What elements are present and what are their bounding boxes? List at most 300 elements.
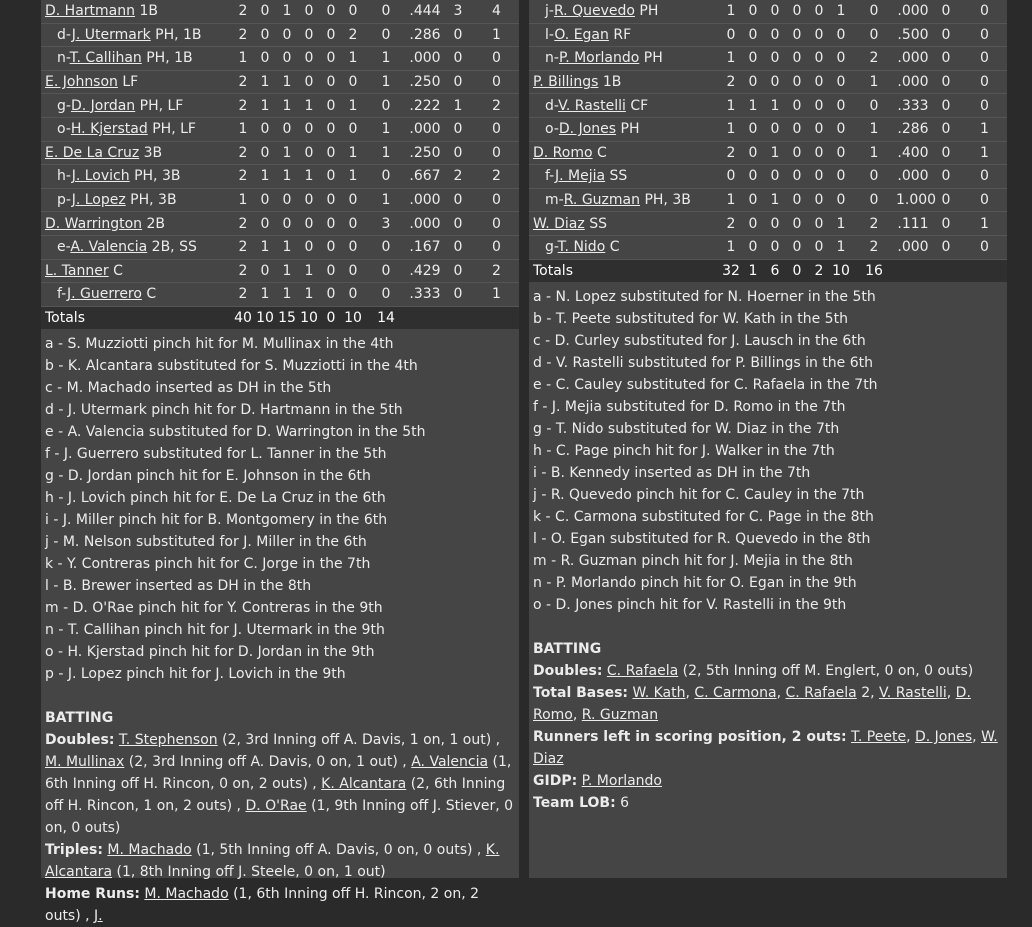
stat-cell-h: 0	[770, 50, 780, 67]
player-name-wrap	[45, 216, 165, 232]
stat-cell-bb: 0	[814, 50, 824, 67]
stat-cell-lob: 0	[869, 3, 879, 20]
stat-cell-hr: 0	[453, 215, 463, 232]
substitution-note: o - D. Jones pinch hit for V. Rastelli in the 9th	[533, 597, 847, 614]
stat-cell-h: 1	[282, 286, 292, 303]
stat-detail: (2, 6th Inning off H. Rincon, 1 on, 2 outs) ,	[45, 776, 506, 815]
stat-cell-lob: 1	[381, 121, 391, 138]
stat-cell-rbi: 0	[304, 121, 314, 138]
stat-cell-avg: .167	[409, 239, 441, 256]
stat-cell-rbi: 0	[980, 168, 989, 185]
player-row	[529, 165, 1007, 189]
stat-cell-avg: .000	[897, 239, 929, 256]
stat-cell-avg: .667	[409, 168, 441, 185]
stat-cell-ab: 1	[238, 50, 248, 67]
player-link[interactable]: W. Diaz	[533, 729, 998, 768]
player-position: 1B	[602, 74, 622, 91]
stat-cell-r: 0	[260, 26, 270, 43]
home-runs-label: Home Runs:	[45, 886, 140, 903]
stat-cell-hr: 0	[453, 286, 463, 303]
stat-cell-rbi: 1	[980, 215, 989, 232]
stat-cell-so: 0	[348, 74, 358, 91]
stat-cell-h: 0	[770, 26, 780, 43]
substitution-note: a - S. Muzziotti pinch hit for M. Mullinax in the 4th	[45, 336, 394, 353]
stat-cell-so: 0	[836, 168, 846, 185]
stat-cell-avg: .286	[409, 26, 441, 43]
stat-cell-hr: 0	[453, 50, 463, 67]
stat-cell-bb: 0	[814, 192, 824, 209]
away-batting-section	[41, 707, 519, 927]
player-link[interactable]: M. Machado	[107, 842, 192, 859]
stat-cell-h: 1	[770, 144, 780, 161]
stat-cell-ab: 2	[238, 74, 248, 91]
substitution-note: f - J. Guerrero substituted for L. Tanner in the 5th	[45, 446, 387, 463]
spacer-cell	[696, 165, 720, 189]
stat-cell-so: 1	[348, 50, 358, 67]
sub-prefix: l-	[545, 26, 555, 43]
stat-cell-ab: 2	[238, 3, 248, 20]
stat-cell-h: 1	[282, 144, 292, 161]
player-position: SS	[589, 215, 607, 232]
player-row	[41, 47, 519, 71]
totals-cell-bb: 2	[814, 262, 824, 279]
substitution-note: a - N. Lopez substituted for N. Hoerner in the 5th	[533, 289, 876, 306]
away-substitution-notes	[41, 329, 519, 685]
player-link[interactable]: D. O'Rae	[245, 798, 307, 815]
player-link[interactable]: D. Jones	[558, 121, 617, 138]
totals-cell-ab: 40	[234, 310, 252, 327]
player-cell	[529, 70, 696, 94]
stat-cell-ab: 1	[726, 192, 736, 209]
home-box-score-panel	[529, 0, 1007, 878]
player-link[interactable]: D. Romo	[533, 144, 593, 161]
total-bases-line	[533, 682, 1003, 726]
player-link[interactable]: E. Johnson	[45, 74, 118, 91]
stat-cell-so: 0	[348, 3, 358, 20]
substitution-note: k - Y. Contreras pinch hit for C. Jorge in the 7th	[45, 556, 371, 573]
stat-cell-r: 1	[260, 239, 270, 256]
doubles-label: Doubles:	[533, 663, 603, 680]
sub-prefix: f-	[57, 286, 67, 303]
player-link[interactable]: D. Warrington	[45, 215, 143, 232]
stat-cell-rbi: 0	[492, 192, 501, 209]
stat-detail: (2, 3rd Inning off A. Davis, 0 on, 1 out) ,	[124, 754, 412, 771]
substitution-note: e - C. Cauley substituted for C. Rafaela in the 7th	[533, 377, 878, 394]
player-row	[529, 212, 1007, 236]
stat-cell-bb: 0	[326, 50, 336, 67]
player-cell	[529, 94, 696, 118]
substitution-note: c - M. Machado inserted as DH in the 5th	[45, 380, 332, 397]
stat-cell-lob: 1	[381, 144, 391, 161]
stat-cell-bb: 0	[326, 26, 336, 43]
stat-cell-avg: .333	[409, 286, 441, 303]
stat-detail: ,	[776, 685, 786, 702]
stat-cell-ab: 2	[238, 286, 248, 303]
stat-cell-lob: 0	[381, 26, 391, 43]
substitution-note: m - D. O'Rae pinch hit for Y. Contreras in the 9th	[45, 600, 383, 617]
stat-cell-so: 1	[836, 3, 846, 20]
stat-cell-r: 0	[748, 74, 758, 91]
stat-cell-rbi: 0	[980, 192, 989, 209]
player-link[interactable]: J. Mejia	[555, 168, 606, 185]
stat-cell-so: 1	[348, 168, 358, 185]
player-link[interactable]: V. Rastelli	[558, 97, 626, 114]
player-link[interactable]: D. Romo	[533, 685, 971, 724]
stat-cell-avg: .250	[409, 144, 441, 161]
spacer-cell	[696, 117, 720, 141]
player-link[interactable]: D. Jordan	[70, 97, 136, 114]
stat-cell-rbi: 1	[980, 121, 989, 138]
player-link[interactable]: E. De La Cruz	[45, 144, 140, 161]
away-batting-table	[41, 0, 519, 329]
stat-cell-so: 1	[836, 239, 846, 256]
stat-detail: ,	[906, 729, 915, 746]
spacer-cell	[208, 165, 232, 189]
totals-cell-so: 10	[832, 262, 850, 279]
player-name-wrap	[45, 263, 123, 279]
stat-cell-hr: 0	[941, 215, 951, 232]
stat-cell-so: 1	[348, 144, 358, 161]
player-link[interactable]: T. Callihan	[69, 50, 142, 67]
player-link[interactable]: P. Morlando	[581, 773, 662, 790]
stat-cell-lob: 0	[869, 192, 879, 209]
stat-cell-r: 1	[260, 97, 270, 114]
team-lob-line	[533, 792, 1003, 814]
player-name-wrap	[45, 95, 183, 117]
substitution-note: b - K. Alcantara substituted for S. Muzziotti in the 4th	[45, 358, 418, 375]
player-position: C	[597, 144, 607, 161]
player-name-wrap	[533, 165, 627, 187]
player-cell	[41, 165, 208, 189]
stat-cell-ab: 1	[726, 97, 736, 114]
substitution-note: m - R. Guzman pinch hit for J. Mejia in the 8th	[533, 553, 853, 570]
totals-cell-rbi	[474, 306, 519, 329]
spacer-cell	[208, 0, 232, 23]
spacer-cell	[696, 235, 720, 259]
substitution-note: g - T. Nido substituted for W. Diaz in the 7th	[533, 421, 840, 438]
stat-detail: (1, 8th Inning off J. Steele, 0 on, 1 out)	[112, 864, 386, 881]
player-name-wrap	[533, 236, 620, 258]
stat-cell-avg: .429	[409, 262, 441, 279]
stat-detail: (1, 6th Inning off H. Rincon, 2 on, 2 outs) ,	[45, 886, 480, 925]
stat-cell-h: 0	[770, 121, 780, 138]
totals-cell-rbi	[962, 259, 1007, 282]
player-row	[41, 212, 519, 236]
totals-cell-hr	[930, 259, 962, 282]
stat-cell-rbi: 2	[492, 262, 501, 279]
stat-cell-rbi: 0	[304, 144, 314, 161]
player-link[interactable]: T. Peete	[851, 729, 907, 746]
doubles-line	[45, 729, 515, 839]
stat-cell-bb: 0	[326, 262, 336, 279]
substitution-note: n - P. Morlando pinch hit for O. Egan in the 9th	[533, 575, 857, 592]
stat-cell-avg: .000	[409, 50, 441, 67]
spacer-cell	[208, 259, 232, 283]
spacer-cell	[696, 259, 720, 282]
stat-cell-rbi: 0	[792, 144, 802, 161]
player-link[interactable]: A. Valencia	[70, 239, 148, 256]
stat-cell-lob: 2	[869, 215, 879, 232]
player-cell	[41, 141, 208, 165]
stat-cell-lob: 1	[381, 192, 391, 209]
home-batting-section	[529, 638, 1007, 814]
spacer-cell	[208, 94, 232, 118]
stat-cell-ab: 2	[238, 97, 248, 114]
stat-cell-r: 0	[748, 3, 758, 20]
stat-cell-lob: 2	[869, 239, 879, 256]
stat-cell-hr: 0	[941, 50, 951, 67]
stat-cell-h: 1	[282, 74, 292, 91]
stat-cell-avg: .444	[409, 3, 441, 20]
player-position: C	[146, 286, 157, 303]
player-link[interactable]: O. Egan	[554, 26, 609, 43]
stat-cell-bb: 0	[326, 168, 336, 185]
player-position: LF	[122, 74, 139, 91]
player-cell	[529, 47, 696, 71]
player-link[interactable]: H. Kjerstad	[70, 121, 148, 138]
player-name-wrap	[533, 0, 658, 22]
stat-cell-bb: 0	[326, 3, 336, 20]
stat-cell-so: 0	[348, 192, 358, 209]
player-link[interactable]: J. Utermark	[71, 26, 151, 43]
player-position: 2B, SS	[151, 239, 197, 256]
stat-cell-h: 0	[282, 26, 292, 43]
gidp-line	[533, 770, 1003, 792]
stat-cell-rbi: 1	[980, 144, 989, 161]
player-link[interactable]: C. Rafaela	[785, 685, 857, 702]
stat-cell-ab: 2	[726, 144, 736, 161]
player-link[interactable]: A. Valencia	[411, 754, 489, 771]
stat-cell-hr: 3	[453, 3, 463, 20]
stat-cell-h: 0	[770, 215, 780, 232]
stat-cell-lob: 0	[381, 168, 391, 185]
stat-cell-r: 0	[748, 26, 758, 43]
player-name-wrap	[45, 189, 177, 211]
player-position: 1B	[139, 3, 158, 20]
stat-cell-bb: 0	[814, 121, 824, 138]
player-name-wrap	[45, 47, 193, 69]
substitution-note: j - M. Nelson substituted for J. Miller in the 6th	[45, 534, 367, 551]
stat-cell-rbi: 0	[792, 192, 802, 209]
stat-cell-hr: 0	[941, 121, 951, 138]
player-row	[41, 141, 519, 165]
stat-cell-rbi: 4	[492, 3, 501, 20]
stat-cell-lob: 1	[869, 144, 879, 161]
stat-cell-hr: 0	[941, 239, 951, 256]
player-link[interactable]: K. Alcantara	[45, 842, 500, 881]
stat-cell-r: 0	[748, 50, 758, 67]
player-name-wrap	[45, 145, 162, 161]
stat-cell-rbi: 0	[492, 50, 501, 67]
player-link[interactable]: J. Lopez	[71, 192, 126, 209]
player-name-wrap	[533, 95, 648, 117]
stat-cell-bb: 0	[326, 74, 336, 91]
substitution-note: i - B. Kennedy inserted as DH in the 7th	[533, 465, 811, 482]
player-link[interactable]: L. Tanner	[45, 262, 109, 279]
spacer-cell	[696, 0, 720, 23]
stat-cell-so: 0	[836, 192, 846, 209]
player-name-wrap	[45, 283, 156, 305]
player-row	[529, 94, 1007, 118]
stat-cell-so: 0	[836, 50, 846, 67]
stat-cell-r: 0	[260, 50, 270, 67]
stat-cell-rbi: 0	[492, 215, 501, 232]
stat-cell-r: 0	[260, 215, 270, 232]
player-position: PH, LF	[152, 121, 196, 138]
sub-prefix: f-	[545, 168, 555, 185]
stat-cell-rbi: 0	[304, 192, 314, 209]
player-link[interactable]: W. Kath	[632, 685, 686, 702]
player-link[interactable]: W. Diaz	[533, 215, 585, 232]
stat-cell-hr: 1	[453, 97, 463, 114]
stat-cell-r: 0	[748, 144, 758, 161]
stat-cell-hr: 0	[941, 74, 951, 91]
substitution-note: f - J. Mejia substituted for D. Romo in the 7th	[533, 399, 846, 416]
player-position: C	[609, 239, 620, 256]
player-name-wrap	[533, 47, 663, 69]
stat-cell-hr: 0	[941, 97, 951, 114]
substitution-note: l - B. Brewer inserted as DH in the 8th	[45, 578, 312, 595]
player-link[interactable]: M. Machado	[144, 886, 229, 903]
stat-cell-h: 0	[770, 168, 780, 185]
stat-cell-rbi: 0	[792, 74, 802, 91]
stat-cell-rbi: 1	[492, 286, 501, 303]
stat-cell-ab: 1	[726, 50, 736, 67]
stat-cell-hr: 0	[453, 144, 463, 161]
player-link[interactable]: D. Jones	[915, 729, 973, 746]
spacer-cell	[696, 188, 720, 212]
stat-cell-so: 0	[836, 26, 846, 43]
stat-cell-rbi: 0	[980, 74, 989, 91]
player-link[interactable]: P. Billings	[533, 74, 599, 91]
player-link[interactable]: T. Nido	[557, 239, 606, 256]
sub-prefix: p-	[57, 192, 72, 209]
substitution-note: i - J. Miller pinch hit for B. Montgomery in the 6th	[45, 512, 388, 529]
player-link[interactable]: R. Guzman	[581, 707, 659, 724]
player-link[interactable]: P. Morlando	[558, 50, 640, 67]
total-bases-label: Total Bases:	[533, 685, 628, 702]
stat-cell-r: 0	[748, 239, 758, 256]
player-name-wrap	[533, 24, 631, 46]
player-position: PH	[643, 50, 663, 67]
player-row	[41, 70, 519, 94]
stat-cell-bb: 0	[814, 26, 824, 43]
stat-cell-rbi: 0	[792, 215, 802, 232]
stat-cell-h: 0	[770, 74, 780, 91]
player-link[interactable]: D. Hartmann	[45, 3, 135, 20]
stat-cell-r: 0	[748, 168, 758, 185]
player-row	[529, 0, 1007, 23]
totals-cell-bb: 0	[326, 310, 336, 327]
substitution-note: o - H. Kjerstad pinch hit for D. Jordan in the 9th	[45, 644, 375, 661]
spacer-cell	[208, 235, 232, 259]
player-link[interactable]: T. Stephenson	[118, 732, 218, 749]
stat-cell-rbi: 1	[304, 262, 314, 279]
spacer-cell	[696, 94, 720, 118]
player-position: PH	[639, 3, 659, 20]
stat-cell-ab: 2	[238, 26, 248, 43]
stat-cell-avg: .286	[897, 121, 929, 138]
player-name-wrap	[533, 189, 691, 211]
player-row	[41, 23, 519, 47]
player-link[interactable]: V. Rastelli	[879, 685, 947, 702]
player-position: PH, 1B	[155, 26, 202, 43]
player-row	[529, 141, 1007, 165]
stat-cell-h: 0	[282, 192, 292, 209]
stat-cell-avg: .000	[409, 192, 441, 209]
player-link[interactable]: C. Rafaela	[606, 663, 679, 680]
player-row	[529, 188, 1007, 212]
player-position: PH, 1B	[146, 50, 193, 67]
stat-cell-rbi: 0	[304, 74, 314, 91]
stat-detail: 2,	[856, 685, 880, 702]
away-box-score-panel	[41, 0, 519, 925]
player-row	[529, 70, 1007, 94]
player-link[interactable]: R. Guzman	[563, 192, 640, 209]
stat-cell-lob: 1	[381, 50, 391, 67]
player-link[interactable]: M. Mullinax	[45, 754, 125, 771]
stat-detail: ,	[685, 685, 695, 702]
stat-cell-ab: 1	[726, 239, 736, 256]
stat-cell-rbi: 1	[492, 26, 501, 43]
player-link[interactable]: K. Alcantara	[321, 776, 407, 793]
player-cell	[41, 70, 208, 94]
stat-cell-lob: 0	[381, 239, 391, 256]
sub-prefix: e-	[57, 239, 71, 256]
stat-cell-rbi: 0	[980, 26, 989, 43]
sub-prefix: n-	[545, 50, 559, 67]
player-name-wrap	[533, 145, 607, 161]
stat-cell-rbi: 0	[304, 239, 314, 256]
stat-cell-so: 0	[348, 215, 358, 232]
stat-cell-lob: 1	[869, 74, 879, 91]
stat-cell-lob: 0	[381, 262, 391, 279]
stat-cell-so: 0	[836, 97, 846, 114]
player-link[interactable]: J.	[94, 908, 103, 925]
player-name-wrap	[533, 118, 639, 140]
stat-cell-avg: .111	[897, 215, 929, 232]
stat-detail: (1, 5th Inning off A. Davis, 0 on, 0 outs) ,	[191, 842, 486, 859]
player-name-wrap	[533, 216, 607, 232]
player-cell	[41, 283, 208, 307]
stat-cell-bb: 0	[326, 239, 336, 256]
stat-cell-r: 0	[748, 215, 758, 232]
stat-cell-h: 1	[282, 3, 292, 20]
stat-cell-r: 0	[260, 262, 270, 279]
player-position: SS	[609, 168, 628, 185]
stat-cell-bb: 0	[814, 168, 824, 185]
stat-cell-h: 0	[282, 121, 292, 138]
stat-cell-bb: 0	[814, 97, 824, 114]
risp-label: Runners left in scoring position, 2 outs:	[533, 729, 847, 746]
player-link[interactable]: J. Guerrero	[67, 286, 142, 303]
stat-cell-avg: .500	[897, 26, 929, 43]
player-position: PH, LF	[139, 97, 184, 114]
player-row	[41, 188, 519, 212]
stat-cell-rbi: 0	[304, 50, 314, 67]
stat-cell-rbi: 0	[304, 215, 314, 232]
spacer-cell	[208, 141, 232, 165]
sub-prefix: n-	[57, 50, 70, 67]
player-position: 2B	[146, 215, 166, 232]
player-link[interactable]: C. Carmona	[694, 685, 777, 702]
player-position: PH	[620, 121, 640, 138]
player-link[interactable]: R. Quevedo	[553, 3, 635, 20]
stat-cell-hr: 0	[453, 121, 463, 138]
stat-cell-r: 0	[260, 144, 270, 161]
stat-cell-r: 1	[260, 286, 270, 303]
player-link[interactable]: J. Lovich	[71, 168, 130, 185]
